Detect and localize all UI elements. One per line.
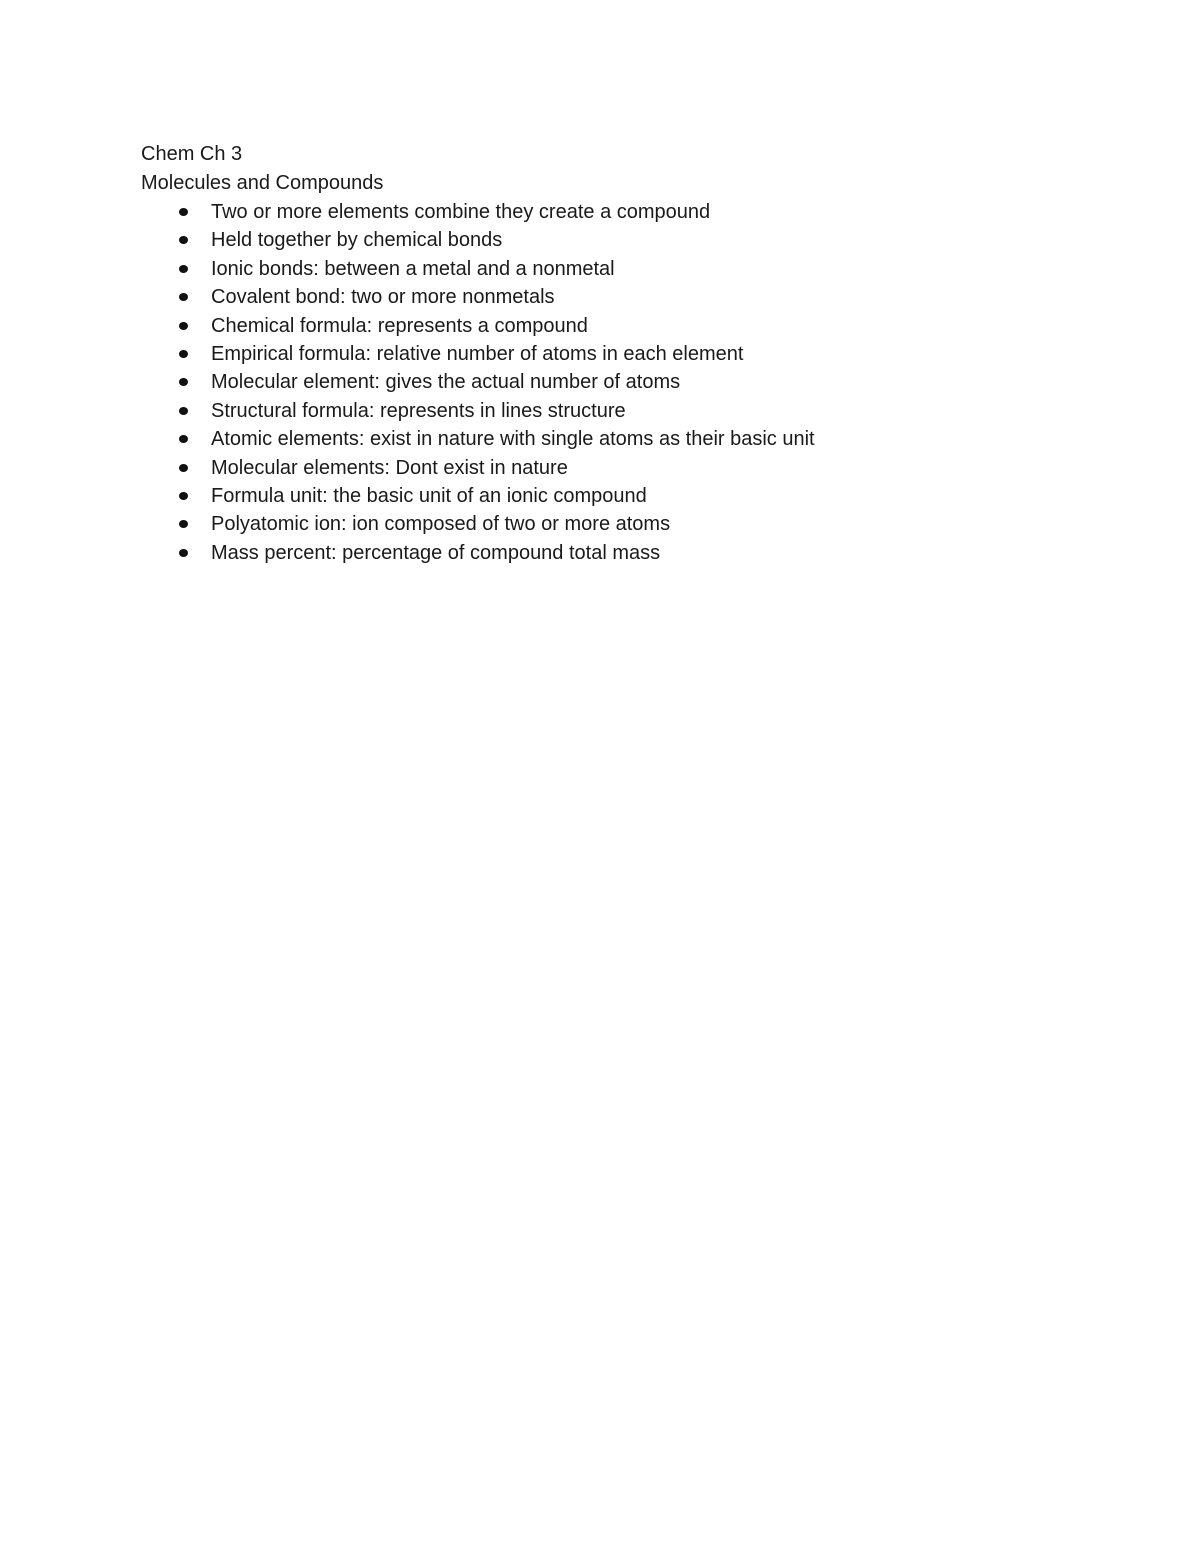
list-item — [141, 340, 1081, 368]
bullet-icon — [179, 293, 188, 301]
list-item-text: Formula unit: the basic unit of an ionic compound — [211, 485, 647, 508]
bullet-icon — [179, 492, 188, 500]
list-item-text: Polyatomic ion: ion composed of two or more atoms — [211, 513, 671, 536]
bullet-icon — [179, 350, 188, 358]
bullet-icon — [179, 464, 188, 472]
list-item — [141, 482, 1081, 510]
list-item — [141, 454, 1081, 482]
list-item-text: Structural formula: represents in lines structure — [211, 399, 626, 422]
bullet-icon — [179, 520, 188, 528]
list-item-text: Held together by chemical bonds — [211, 229, 503, 252]
bullet-icon — [179, 236, 188, 244]
bullet-icon — [179, 265, 188, 273]
list-item — [141, 539, 1081, 567]
bullet-icon — [179, 549, 188, 557]
bullet-icon — [179, 435, 188, 443]
list-item — [141, 283, 1081, 311]
bullet-icon — [179, 208, 188, 216]
list-item — [141, 312, 1081, 340]
list-item-text: Chemical formula: represents a compound — [211, 314, 588, 337]
bullet-icon — [179, 407, 188, 415]
list-item-text: Empirical formula: relative number of atoms in each element — [211, 343, 744, 366]
list-item-text: Mass percent: percentage of compound total mass — [211, 541, 661, 564]
list-item-text: Two or more elements combine they create a compound — [211, 201, 711, 223]
list-item — [141, 226, 1081, 254]
bullet-list — [141, 198, 1081, 567]
list-item-text: Molecular element: gives the actual number of atoms — [211, 371, 681, 394]
list-item — [141, 510, 1081, 538]
list-item — [141, 198, 1081, 226]
bullet-icon — [179, 322, 188, 330]
list-item-text: Covalent bond: two or more nonmetals — [211, 286, 555, 309]
list-item-text: Ionic bonds: between a metal and a nonmetal — [211, 257, 615, 280]
list-item — [141, 425, 1081, 453]
document-content — [141, 140, 1081, 567]
list-item — [141, 255, 1081, 283]
list-item — [141, 368, 1081, 396]
list-item-text: Atomic elements: exist in nature with single atoms as their basic unit — [211, 428, 815, 451]
list-item-text: Molecular elements: Dont exist in nature — [211, 456, 568, 479]
document-title: Chem Ch 3 — [141, 143, 243, 165]
list-item — [141, 397, 1081, 425]
section-heading: Molecules and Compounds — [141, 172, 384, 194]
bullet-icon — [179, 378, 188, 386]
